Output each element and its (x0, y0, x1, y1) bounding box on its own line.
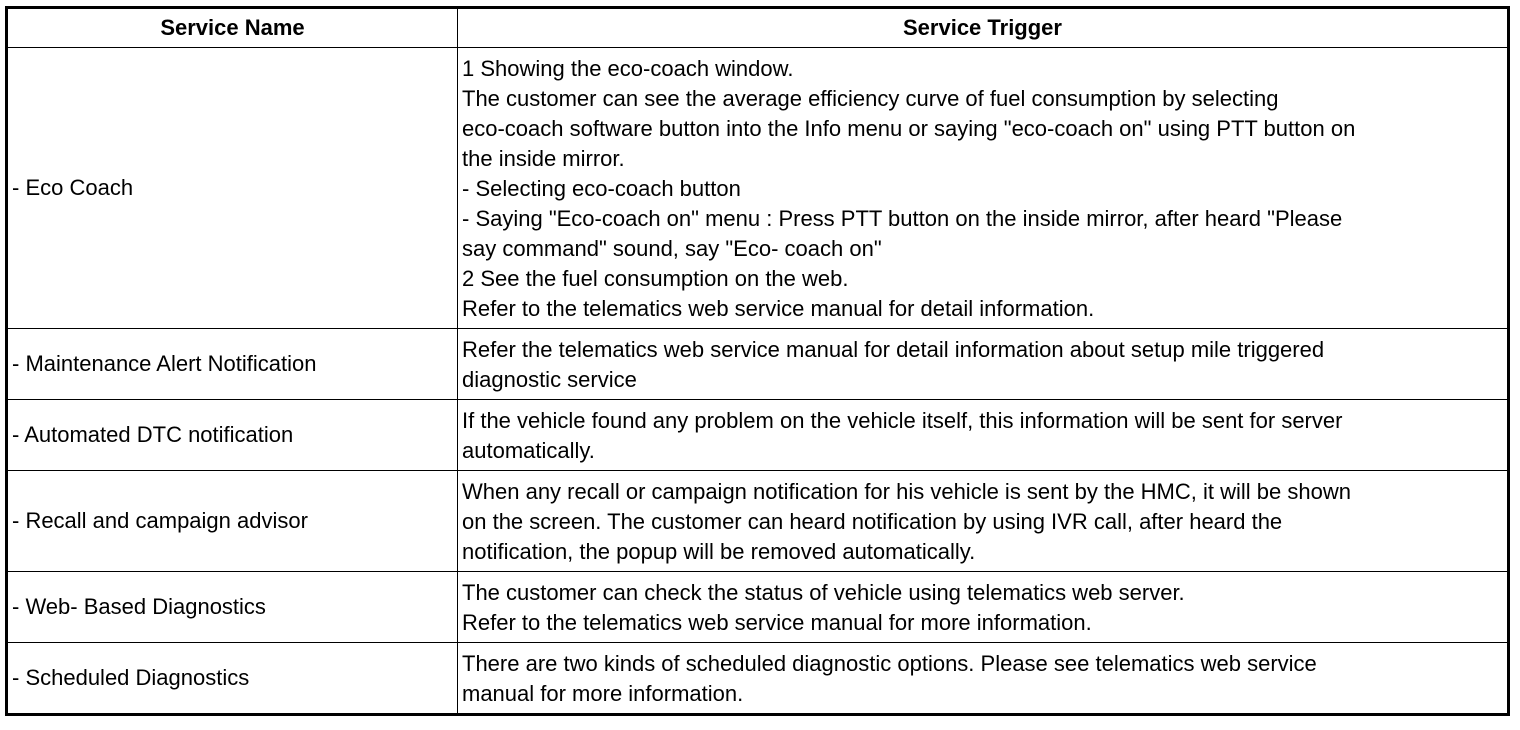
service-name-cell: - Web- Based Diagnostics (7, 572, 458, 643)
service-name-cell: - Automated DTC notification (7, 400, 458, 471)
trigger-text-line: - Selecting eco-coach button (462, 176, 741, 201)
trigger-text-line: If the vehicle found any problem on the vehicle itself, this information will be sent for server (462, 408, 1343, 433)
service-trigger-cell (458, 643, 1509, 715)
table-row (7, 329, 1509, 400)
trigger-text-line: the inside mirror. (462, 146, 625, 171)
trigger-text-line: manual for more information. (462, 681, 744, 706)
table-body (7, 48, 1509, 715)
trigger-text-line: 1 Showing the eco-coach window. (462, 56, 794, 81)
trigger-text-line: on the screen. The customer can heard notification by using IVR call, after heard the (462, 509, 1283, 534)
table-row (7, 400, 1509, 471)
trigger-text-line: diagnostic service (462, 367, 637, 392)
trigger-text-line: notification, the popup will be removed automatically. (462, 539, 976, 564)
trigger-text-line: When any recall or campaign notification for his vehicle is sent by the HMC, it will be shown (462, 479, 1351, 504)
service-trigger-cell (458, 471, 1509, 572)
trigger-text-line: The customer can check the status of vehicle using telematics web server. (462, 580, 1185, 605)
trigger-text-line: say command" sound, say "Eco- coach on" (462, 236, 882, 261)
service-trigger-cell (458, 572, 1509, 643)
trigger-text-line: - Saying "Eco-coach on" menu : Press PTT button on the inside mirror, after heard "Please (462, 206, 1343, 231)
trigger-text-line: Refer to the telematics web service manual for detail information. (462, 296, 1095, 321)
header-row (7, 8, 1509, 48)
service-name-cell: - Eco Coach (7, 48, 458, 329)
service-name-cell: - Maintenance Alert Notification (7, 329, 458, 400)
service-trigger-cell (458, 48, 1509, 329)
trigger-text-line: There are two kinds of scheduled diagnostic options. Please see telematics web service (462, 651, 1317, 676)
service-trigger-cell (458, 329, 1509, 400)
table-row (7, 48, 1509, 329)
trigger-text-line: The customer can see the average efficiency curve of fuel consumption by selecting (462, 86, 1279, 111)
service-table (5, 6, 1510, 716)
table-row (7, 572, 1509, 643)
trigger-text-line: eco-coach software button into the Info menu or saying "eco-coach on" using PTT button on (462, 116, 1356, 141)
header-service-name: Service Name (7, 8, 458, 48)
trigger-text-line: Refer to the telematics web service manual for more information. (462, 610, 1092, 635)
table-row (7, 471, 1509, 572)
trigger-text-line: Refer the telematics web service manual for detail information about setup mile triggered (462, 337, 1325, 362)
trigger-text-line: automatically. (462, 438, 595, 463)
header-service-trigger: Service Trigger (458, 8, 1509, 48)
service-name-cell: - Scheduled Diagnostics (7, 643, 458, 715)
table-row (7, 643, 1509, 715)
service-trigger-cell (458, 400, 1509, 471)
service-name-cell: - Recall and campaign advisor (7, 471, 458, 572)
trigger-text-line: 2 See the fuel consumption on the web. (462, 266, 849, 291)
